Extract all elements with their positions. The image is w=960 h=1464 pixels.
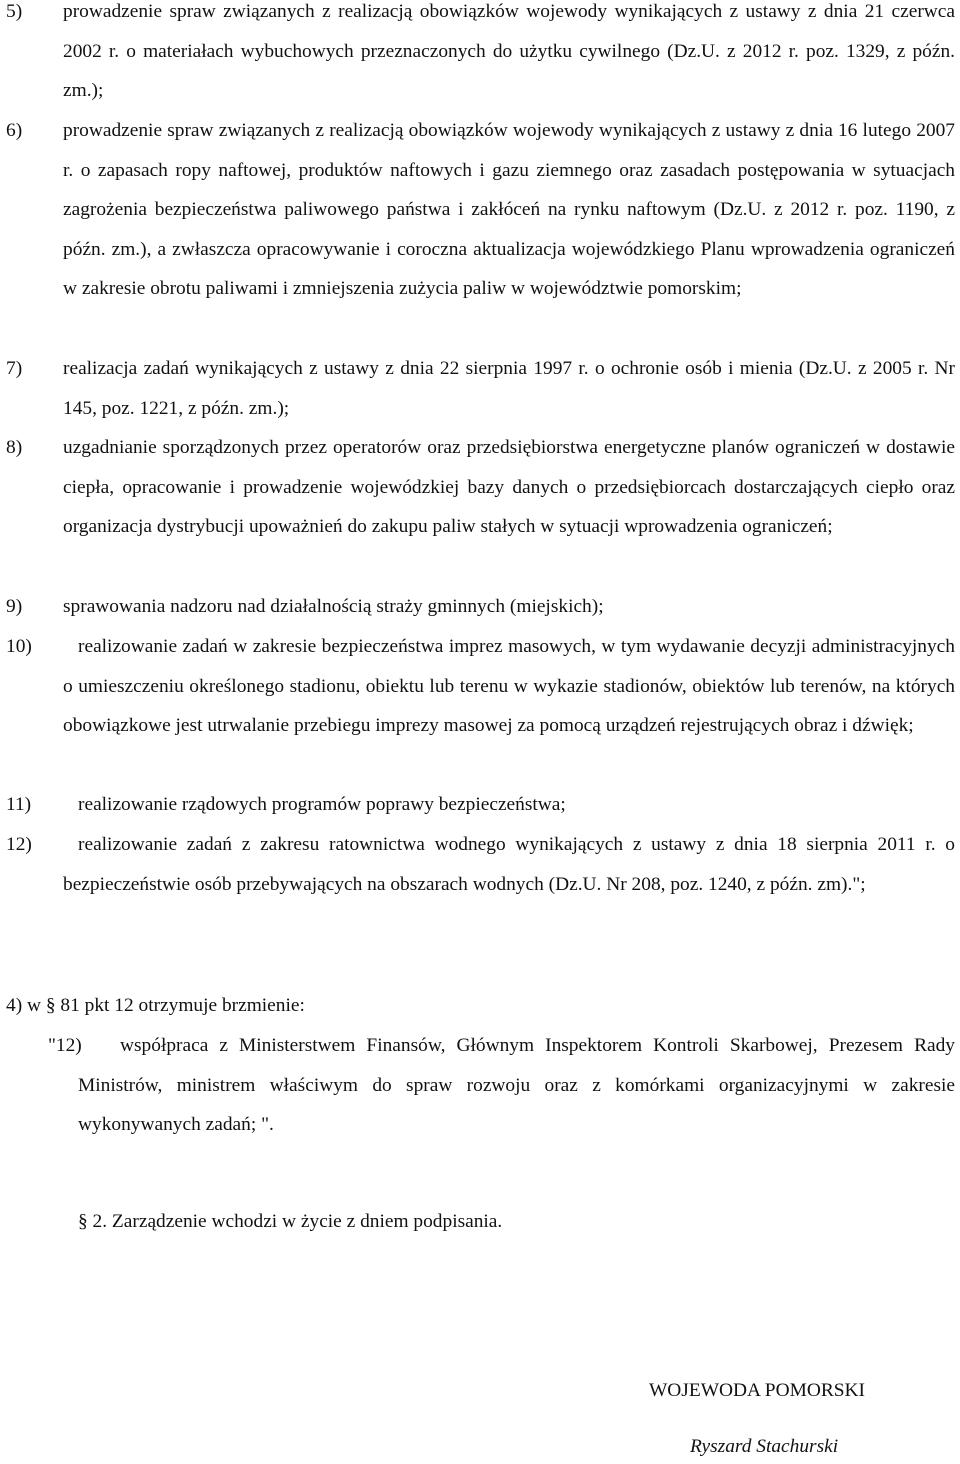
list-item-number: 10) bbox=[6, 636, 32, 657]
list-item-number: 8) bbox=[6, 437, 23, 458]
list-item-text: realizacja zadań wynikających z ustawy z dnia 22 sierpnia 1997 r. o ochronie osób i mienia (Dz.U. z 2005 r. Nr 145, poz. 1221, z późn. zm.); bbox=[63, 358, 955, 419]
list-item-11 bbox=[0, 785, 960, 825]
list-item-7 bbox=[0, 349, 960, 428]
list-item-text: prowadzenie spraw związanych z realizacją obowiązków wojewody wynikających z ustawy z dnia 16 lutego 2007 r. o zapasach ropy naftowej, produktów naftowych i gazu ziemnego oraz zasadach postępowania w sytuacjach zagrożenia bezpieczeństwa paliwowego państwa i zakłóceń na rynku naftowym (Dz.U. z 2012 r. poz. 1190, z późn. zm.), a zwłaszcza opracowywanie i coroczna aktualizacja wojewódzkiego Planu wprowadzenia ograniczeń w zakresie obrotu paliwami i zmniejszenia zużycia paliw w województwie pomorskim; bbox=[63, 120, 955, 300]
list-item-text: uzgadnianie sporządzonych przez operatorów oraz przedsiębiorstwa energetyczne planów ograniczeń w dostawie ciepła, opracowanie i prowadzenie wojewódzkiej bazy danych o przedsiębiorcach dostarczających ciepło oraz organizacja dystrybucji upoważnień do zakupu paliw stałych w sytuacji wprowadzenia ograniczeń; bbox=[63, 437, 955, 538]
list-item-number: 6) bbox=[6, 120, 23, 141]
list-item-number: 7) bbox=[6, 358, 23, 379]
list-item-text: sprawowania nadzoru nad działalnością straży gminnych (miejskich); bbox=[63, 596, 604, 617]
list-item-5 bbox=[0, 0, 960, 111]
list-item-12 bbox=[0, 825, 960, 904]
list-item-text: realizowanie zadań z zakresu ratownictwa wodnego wynikających z ustawy z dnia 18 sierpnia 2011 r. o bezpieczeństwie osób przebywających na obszarach wodnych (Dz.U. Nr 208, poz. 1240, z późn. zm)."; bbox=[63, 834, 955, 895]
point-4-heading: 4) w § 81 pkt 12 otrzymuje brzmienie: bbox=[6, 995, 305, 1016]
list-item-8 bbox=[0, 428, 960, 547]
list-item-number: 5) bbox=[6, 1, 23, 22]
list-item-text: prowadzenie spraw związanych z realizacją obowiązków wojewody wynikających z ustawy z dnia 21 czerwca 2002 r. o materiałach wybuchowych przeznaczonych do użytku cywilnego (Dz.U. z 2012 r. poz. 1329, z późn. zm.); bbox=[63, 1, 955, 102]
list-item-number: 9) bbox=[6, 596, 23, 617]
section-2: § 2. Zarządzenie wchodzi w życie z dniem podpisania. bbox=[78, 1211, 503, 1232]
list-item-text: realizowanie zadań w zakresie bezpieczeństwa imprez masowych, w tym wydawanie decyzji administracyjnych o umieszczeniu określonego stadionu, obiektu lub terenu w wykazie stadionów, obiektów lub terenów, na których obowiązkowe jest utrwalanie przebiegu imprezy masowej za pomocą urządzeń rejestrujących obraz i dźwięk; bbox=[63, 636, 955, 737]
list-item-number: 11) bbox=[6, 794, 32, 815]
quoted-item-number: "12) bbox=[48, 1035, 82, 1056]
signature-title: WOJEWODA POMORSKI bbox=[649, 1380, 865, 1401]
quoted-item-text: współpraca z Ministerstwem Finansów, Głównym Inspektorem Kontroli Skarbowej, Prezesem Rady Ministrów, ministrem właściwym do spraw rozwoju oraz z komórkami organizacyjnymi w zakresie wykonywanych zadań; ". bbox=[78, 1035, 955, 1136]
quoted-amendment bbox=[48, 1026, 955, 1145]
signature-name: Ryszard Stachurski bbox=[690, 1436, 839, 1457]
list-item-6 bbox=[0, 111, 960, 309]
list-item-10 bbox=[0, 627, 960, 746]
list-item-number: 12) bbox=[6, 834, 32, 855]
list-item-text: realizowanie rządowych programów poprawy bezpieczeństwa; bbox=[78, 794, 566, 815]
list-item-9 bbox=[0, 587, 960, 627]
